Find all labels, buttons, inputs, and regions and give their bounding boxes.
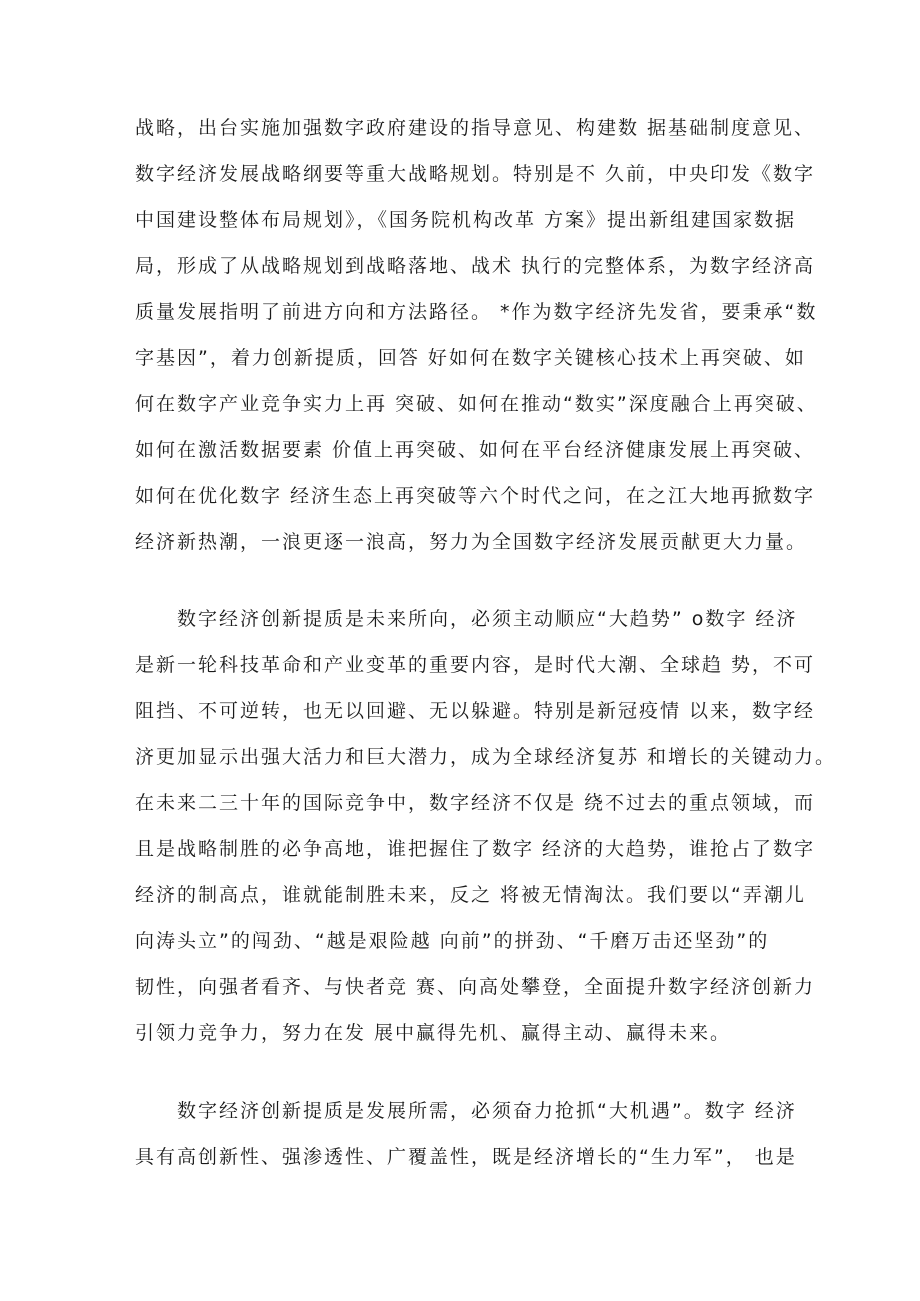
text-line: 数字经济发展战略纲要等重大战略规划。特别是不 久前，中央印发《数字 (135, 163, 816, 185)
text-line: 阻挡、不可逆转，也无以回避、无以躲避。特别是新冠疫情 以来，数字经 (135, 700, 816, 722)
text-line: 局，形成了从战略规划到战略落地、战术 执行的完整体系，为数字经济高 (135, 255, 816, 277)
text-line: 引领力竞争力，努力在发 展中赢得先机、赢得主动、赢得未来。 (135, 1022, 732, 1044)
text-line: 如何在激活数据要素 价值上再突破、如何在平台经济健康发展上再突破、 (135, 439, 816, 461)
text-line: 何在数字产业竞争实力上再 突破、如何在推动“数实”深度融合上再突破、 (135, 393, 818, 415)
text-line: 韧性，向强者看齐、与快者竞 赛、向高处攀登，全面提升数字经济创新力 (135, 976, 816, 998)
text-line: 中国建设整体布局规划》，《国务院机构改革 方案》提出新组建国家数据 (135, 209, 797, 231)
text-line: 经济新热潮，一浪更逐一浪高，努力为全国数字经济发展贡献更大力量。 (135, 531, 808, 553)
text-line: 且是战略制胜的必争高地，谁把握住了数字 经济的大趋势，谁抢占了数字 (135, 838, 816, 860)
text-line: 质量发展指明了前进方向和方法路径。 *作为数字经济先发省，要秉承“数 (135, 301, 818, 323)
text-line: 战略，出台实施加强数字政府建设的指导意见、构建数 据基础制度意见、 (135, 117, 816, 139)
text-line: 数字经济创新提质是未来所向，必须主动顺应“大趋势” o数字 经济 (135, 608, 798, 630)
text-line: 如何在优化数字 经济生态上再突破等六个时代之问，在之江大地再掀数字 (135, 485, 816, 507)
text-line: 在未来二三十年的国际竞争中，数字经济不仅是 绕不过去的重点领域，而 (135, 792, 816, 814)
text-line: 向涛头立”的闯劲、“越是艰险越 向前”的拼劲、“千磨万击还坚劲”的 (135, 930, 770, 952)
text-line: 字基因”，着力创新提质，回答 好如何在数字关键核心技术上再突破、如 (135, 347, 806, 369)
text-line: 经济的制高点，谁就能制胜未来，反之 将被无情淘汰。我们要以“弄潮儿 (135, 884, 806, 906)
text-line: 是新一轮科技革命和产业变革的重要内容，是时代大潮、全球趋 势，不可 (135, 654, 816, 676)
text-line: 数字经济创新提质是发展所需，必须奋力抢抓“大机遇”。数字 经济 (135, 1100, 797, 1122)
text-line: 具有高创新性、强渗透性、广覆盖性，既是经济增长的“生力军”， 也是 (135, 1146, 797, 1168)
text-line: 济更加显示出强大活力和巨大潜力，成为全球经济复苏 和增长的关键动力。 (135, 746, 837, 768)
